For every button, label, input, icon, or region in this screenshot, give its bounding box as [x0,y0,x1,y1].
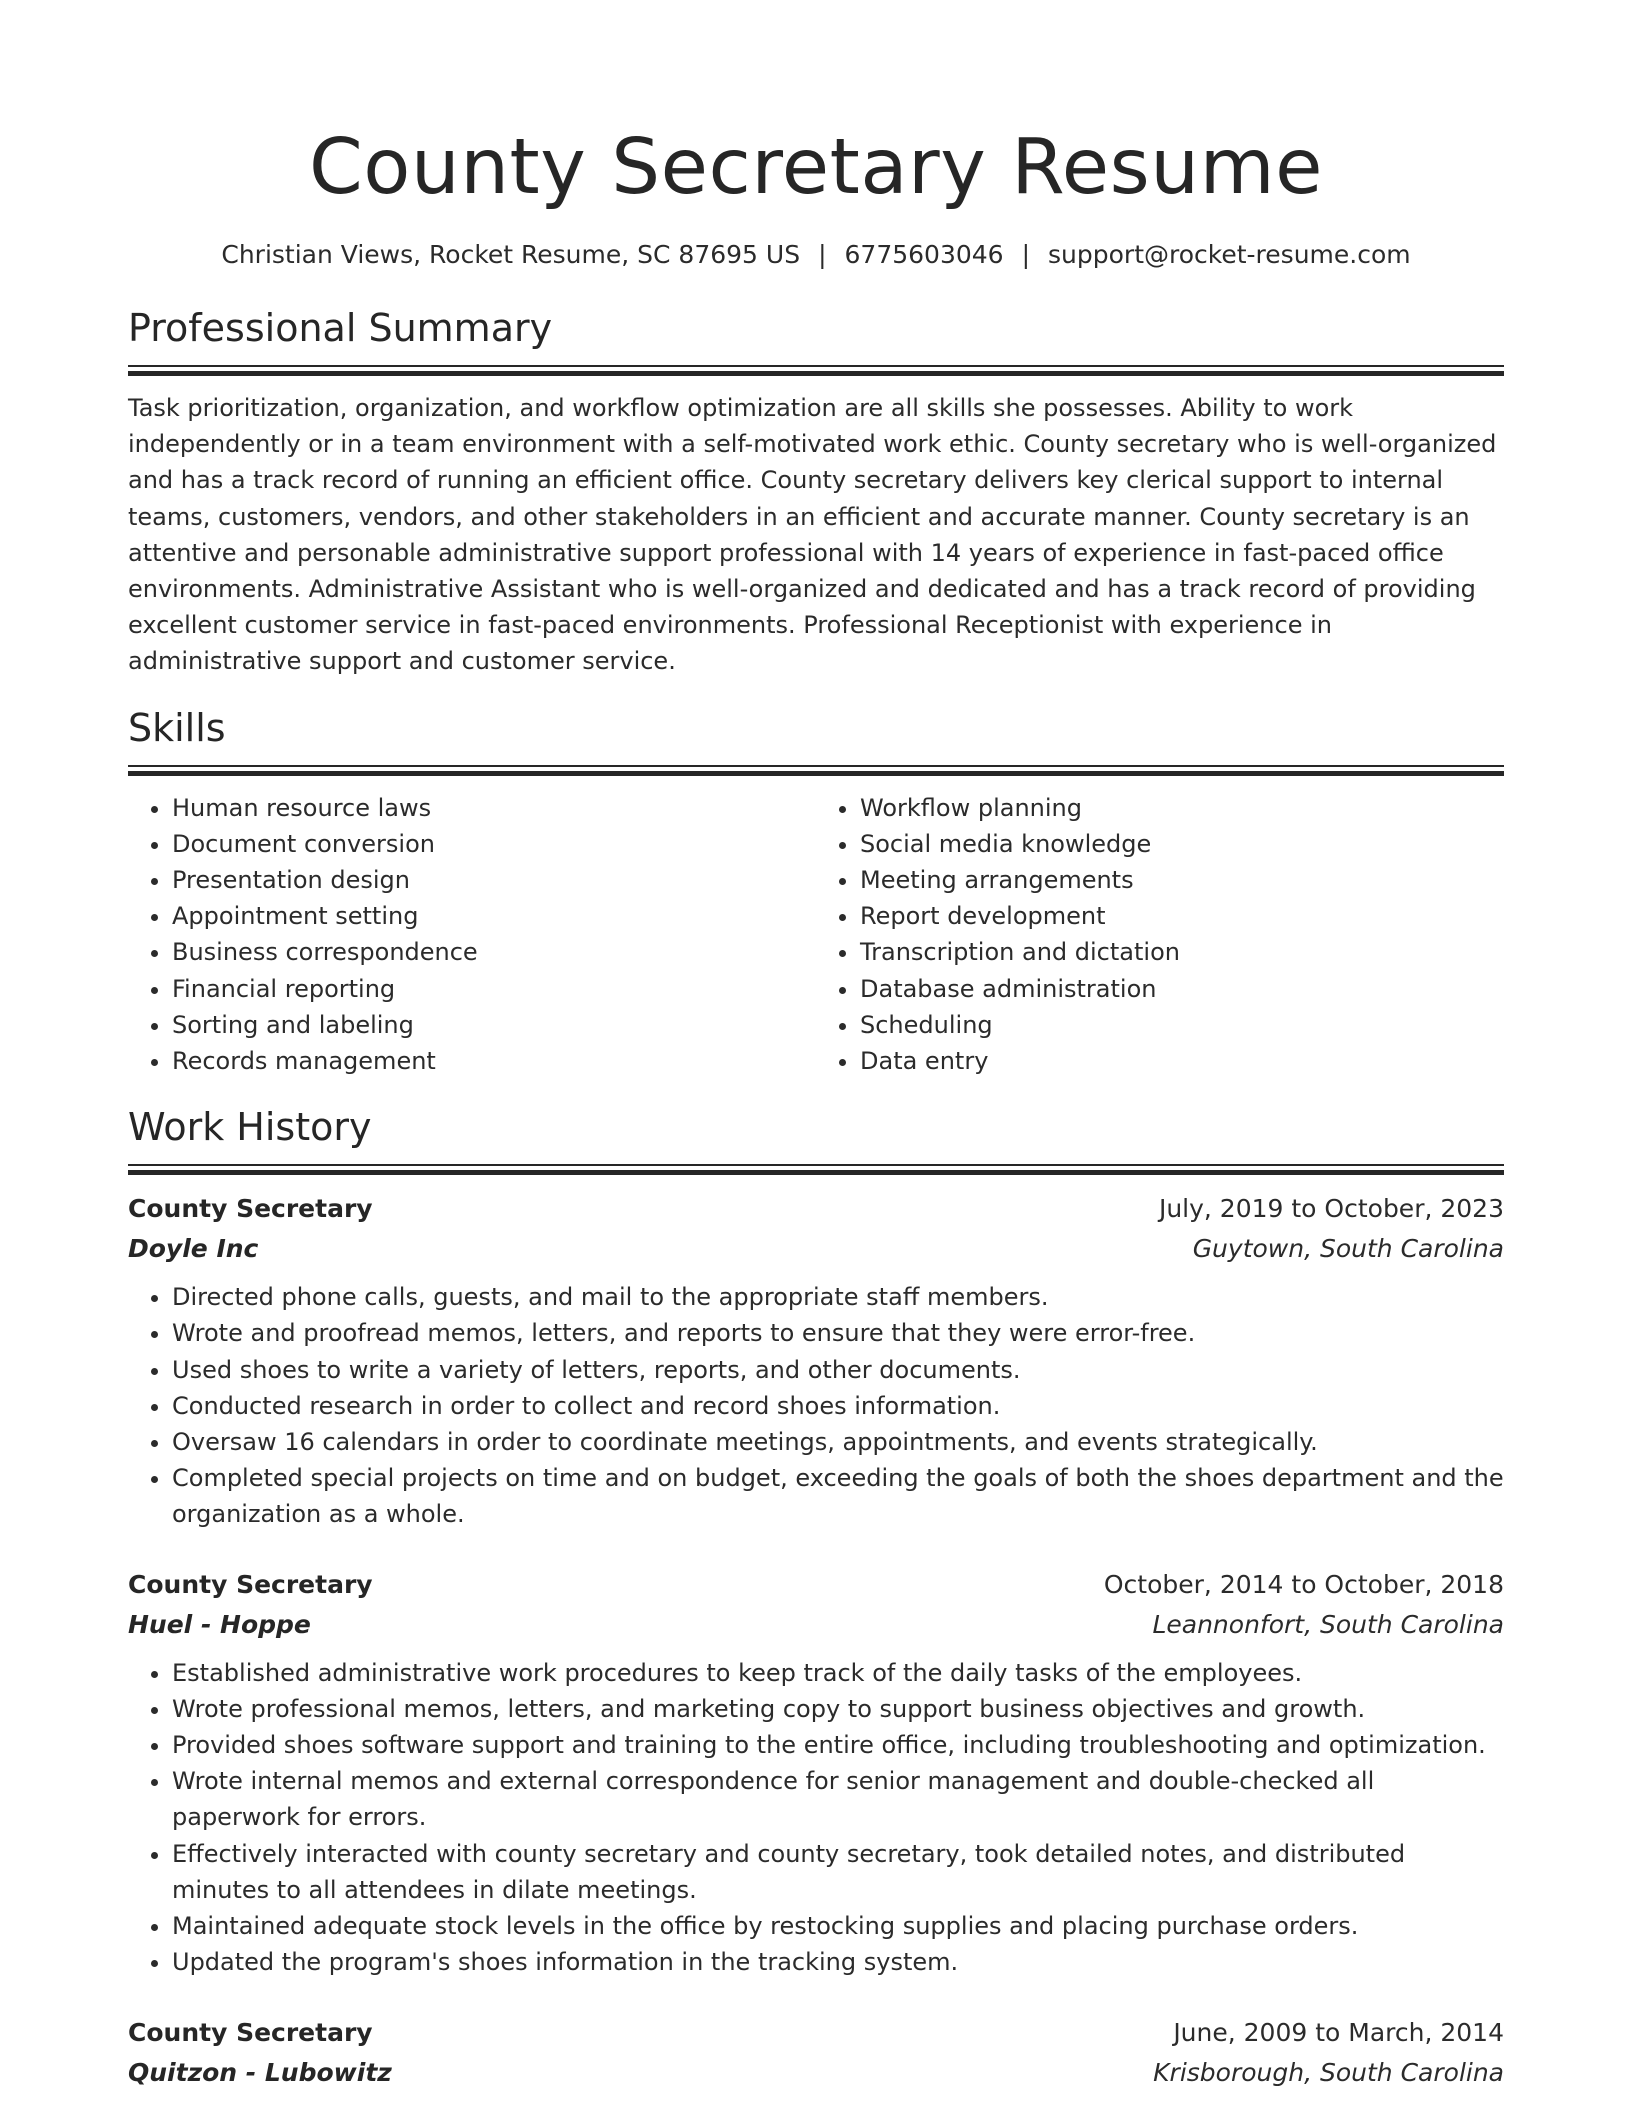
skill-item: • Business correspondence [172,934,816,970]
job-company: Huel - Hoppe [128,1609,311,1639]
job-title: County Secretary [128,1194,373,1224]
job-bullet: • Conducted research in order to collect and record shoes information. [172,1388,1504,1424]
skill-item: • Transcription and dictation [860,934,1504,970]
job-company: Doyle Inc [128,1234,259,1264]
skill-item: • Social media knowledge [860,826,1504,862]
job-bullet: • Established administrative work procedures to keep track of the daily tasks of the employees. [172,1655,1504,1691]
job-header-row [128,1565,1504,1605]
job-bullets [128,1655,1504,1981]
job-company-row [128,1605,1504,1645]
job-bullet: • Wrote internal memos and external correspondence for senior management and double-checked all paperwork for errors. [172,1763,1504,1835]
contact-email: support@rocket-resume.com [1048,240,1411,269]
job-bullet: • Oversaw 16 calendars in order to coordinate meetings, appointments, and events strategically. [172,1424,1504,1460]
job-location: Leannonfort, South Carolina [1152,1609,1504,1639]
job-bullet: • Maintained adequate stock levels in the office by restocking supplies and placing purchase orders. [172,1908,1504,1944]
skills-list-right [816,790,1504,1080]
job-bullet: • Updated the program's shoes information in the tracking system. [172,1944,1504,1980]
job-bullet: • Provided shoes software support and training to the entire office, including troubleshooting and optimization. [172,1727,1504,1763]
skills-section [128,703,1504,1080]
resume-title: County Secretary Resume [309,123,1323,212]
skills-columns [128,790,1504,1080]
skill-item: • Database administration [860,971,1504,1007]
summary-heading: Professional Summary [128,306,553,350]
work-section [128,1102,1504,2092]
job-bullet: • Wrote professional memos, letters, and marketing copy to support business objectives and growth. [172,1691,1504,1727]
skill-item: • Appointment setting [172,898,816,934]
summary-text: Task prioritization, organization, and workflow optimization are all skills she possesses. Ability to work independently or in a team environment with a self-motivated work ethic. County secretary who is well-organized and has a track record of running an efficient office. County secretary delivers key clerical support to internal teams, customers, vendors, and other stakeholders in an efficient and accurate manner. County secretary is an attentive and personable administrative support professional with 14 years of experience in fast-paced office environments. Administrative Assistant who is well-organized and dedicated and has a track record of providing excellent customer service in fast-paced environments. Professional Receptionist with experience in administrative support and customer service. [128,394,1497,676]
job-header-row [128,1189,1504,1229]
skills-list-left [128,790,816,1080]
job-dates: October, 2014 to October, 2018 [1103,1569,1504,1599]
job-bullets [128,1279,1504,1532]
job-bullet: • Used shoes to write a variety of letters, reports, and other documents. [172,1352,1504,1388]
job-bullet: • Completed special projects on time and on budget, exceeding the goals of both the shoes department and the organization as a whole. [172,1460,1504,1532]
skills-heading: Skills [128,705,226,750]
skill-item: • Report development [860,898,1504,934]
job-location: Guytown, South Carolina [1192,1234,1504,1264]
job-entry [128,1565,1504,1981]
skill-item: • Scheduling [860,1007,1504,1043]
job-bullet: • Effectively interacted with county secretary and county secretary, took detailed notes, and distributed minutes to all attendees in dilate meetings. [172,1836,1504,1908]
contact-line [128,238,1504,272]
contact-phone: 6775603046 [844,240,1004,269]
skill-item: • Financial reporting [172,971,816,1007]
skill-item: • Meeting arrangements [860,862,1504,898]
skill-item: • Data entry [860,1043,1504,1079]
job-entry [128,2013,1504,2093]
skill-item: • Sorting and labeling [172,1007,816,1043]
contact-address: Christian Views, Rocket Resume, SC 87695 US [221,240,801,269]
section-divider [128,1164,1504,1175]
job-company: Quitzon - Lubowitz [128,2057,392,2087]
skill-item: • Records management [172,1043,816,1079]
job-location: Krisborough, South Carolina [1153,2057,1504,2087]
skill-item: • Human resource laws [172,790,816,826]
skill-item: • Presentation design [172,862,816,898]
job-dates: June, 2009 to March, 2014 [1173,2017,1504,2047]
section-divider [128,765,1504,776]
job-entry [128,1189,1504,1532]
skill-item: • Workflow planning [860,790,1504,826]
job-title: County Secretary [128,2017,373,2047]
job-bullet: • Wrote and proofread memos, letters, and reports to ensure that they were error-free. [172,1315,1504,1351]
job-header-row [128,2013,1504,2053]
job-company-row [128,2053,1504,2093]
work-heading: Work History [128,1105,372,1150]
job-bullet: • Directed phone calls, guests, and mail to the appropriate staff members. [172,1279,1504,1315]
summary-section [128,303,1504,680]
skill-item: • Document conversion [172,826,816,862]
job-company-row [128,1229,1504,1269]
contact-separator: | [1021,240,1031,269]
section-divider [128,365,1504,376]
job-title: County Secretary [128,1569,373,1599]
contact-separator: | [818,240,827,269]
job-dates: July, 2019 to October, 2023 [1158,1194,1504,1224]
